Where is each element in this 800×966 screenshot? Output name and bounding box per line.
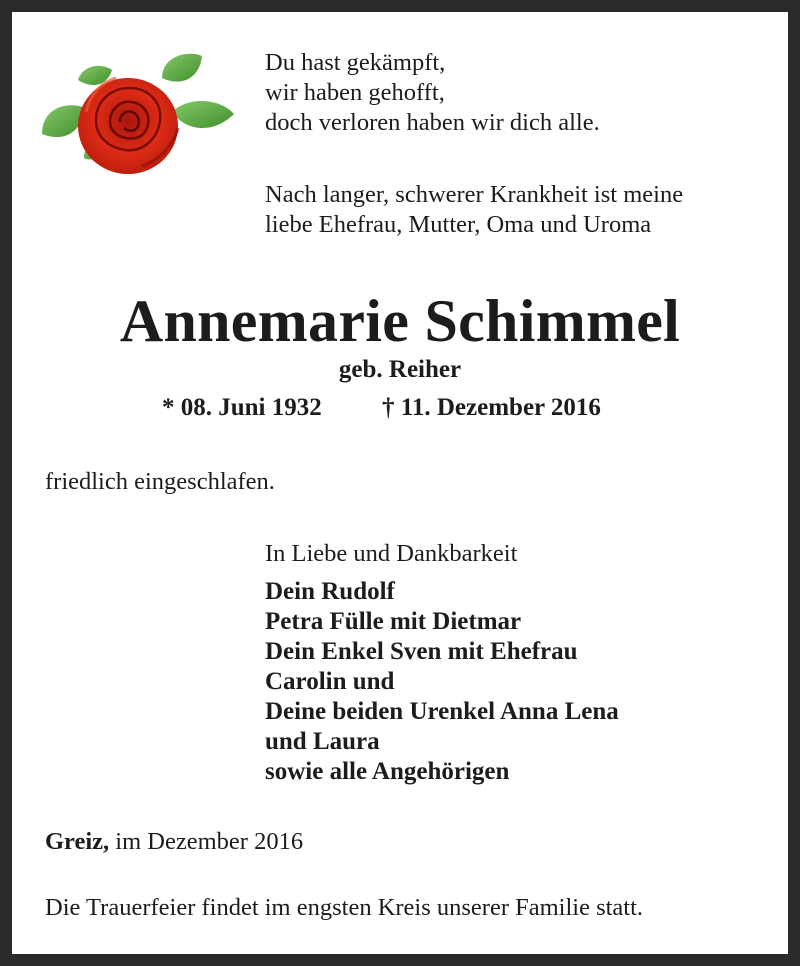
mourner-line: sowie alle Angehörigen [265, 758, 510, 785]
intro-line: Nach langer, schwerer Krankheit ist meine [265, 181, 684, 208]
verse-line: wir haben gehofft, [265, 79, 445, 106]
intro-text [265, 180, 683, 240]
place-city: Greiz, [45, 828, 110, 855]
death-date: † 11. Dezember 2016 [382, 394, 601, 421]
mourner-line: Dein Rudolf [265, 578, 395, 605]
mourner-line: Petra Fülle mit Dietmar [265, 608, 522, 635]
place-date [45, 826, 303, 858]
verse [265, 48, 600, 138]
mourner-line: Carolin und [265, 668, 395, 695]
thanks-line: In Liebe und Dankbarkeit [265, 540, 518, 567]
mourner-line: Dein Enkel Sven mit Ehefrau [265, 638, 578, 665]
intro-line: liebe Ehefrau, Mutter, Oma und Uroma [265, 211, 652, 238]
red-rose-icon [38, 48, 238, 182]
deceased-name: Annemarie Schimmel [119, 288, 681, 354]
birth-date: * 08. Juni 1932 [162, 394, 322, 421]
verse-line: doch verloren haben wir dich alle. [265, 109, 600, 136]
passing-text: friedlich eingeschlafen. [45, 468, 275, 495]
place-date-text: im Dezember 2016 [109, 828, 304, 855]
mourner-line: Deine beiden Urenkel Anna Lena [265, 698, 619, 725]
mourners-list [265, 577, 619, 787]
verse-line: Du hast gekämpft, [265, 49, 446, 76]
mourner-line: und Laura [265, 728, 380, 755]
maiden-name: geb. Reiher [338, 356, 462, 383]
funeral-note: Die Trauerfeier findet im engsten Kreis unserer Familie statt. [45, 894, 644, 921]
